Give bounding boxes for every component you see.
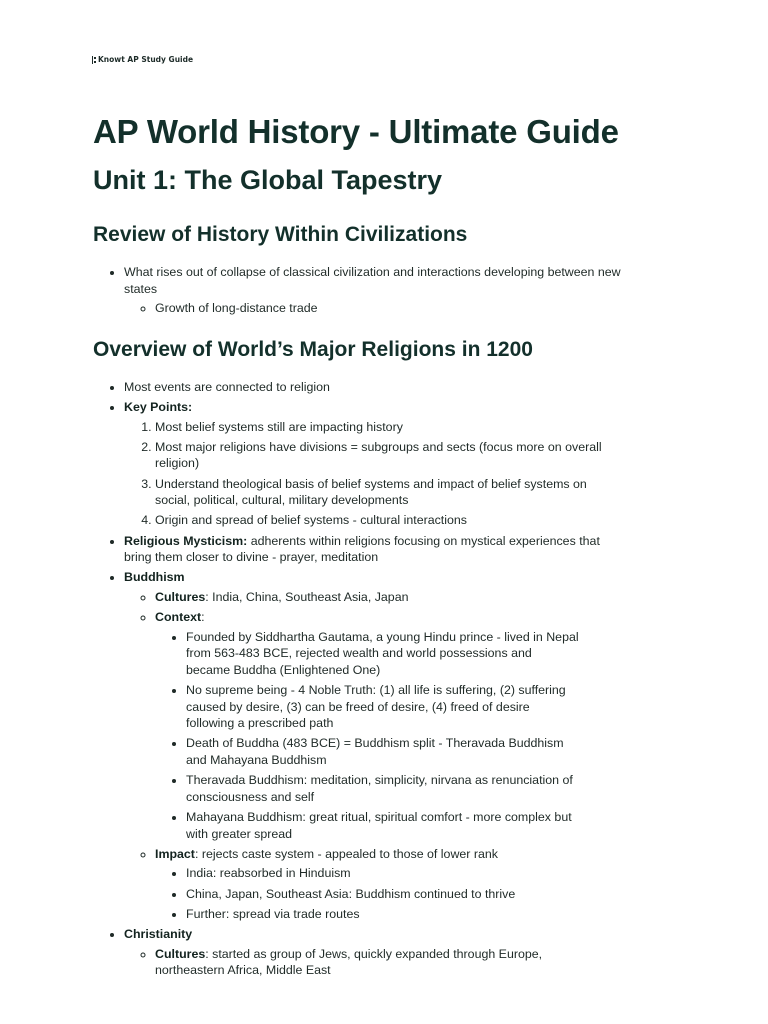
list-item xyxy=(186,735,579,768)
list-item-text: India: reabsorbed in Hinduism xyxy=(186,866,351,881)
list-item xyxy=(155,589,653,606)
impact-list xyxy=(155,865,653,922)
section-heading-review: Review of History Within Civilizations xyxy=(93,223,468,246)
brand-header xyxy=(92,55,193,64)
christianity-label: Christianity xyxy=(124,926,193,941)
impact-label: Impact xyxy=(155,846,195,861)
key-points-label: Key Points: xyxy=(124,399,193,414)
numbered-item-text: Most major religions have divisions = subgroups and sects (focus more on overall religion) xyxy=(155,439,602,471)
impact-text: : rejects caste system - appealed to those of lower rank xyxy=(194,846,498,861)
christianity-sub-list xyxy=(124,946,575,979)
list-item xyxy=(124,379,653,396)
list-item xyxy=(155,846,653,923)
numbered-item xyxy=(155,476,610,509)
list-item-text: Founded by Siddhartha Gautama, a young Hindu prince - lived in Nepal from 563-483 BCE, rejected wealth and world possessions and became Buddha (Enlightened One) xyxy=(186,629,579,677)
list-item xyxy=(186,886,653,903)
list-item-text: Death of Buddha (483 BCE) = Buddhism split - Theravada Buddhism and Mahayana Buddhism xyxy=(186,736,564,767)
cultures-label: Cultures xyxy=(155,946,206,961)
list-item xyxy=(186,629,579,679)
context-label: Context xyxy=(155,610,202,625)
list-item-text: Growth of long-distance trade xyxy=(155,301,318,316)
numbered-item-text: Understand theological basis of belief systems and impact of belief systems on social, political, cultural, military developments xyxy=(155,476,587,508)
list-item-buddhism xyxy=(124,569,653,922)
mysticism-label: Religious Mysticism: xyxy=(124,533,248,548)
numbered-item xyxy=(155,439,610,472)
list-item-text: What rises out of collapse of classical civilization and interactions developing between new states xyxy=(124,265,621,296)
document-title: AP World History - Ultimate Guide xyxy=(93,113,619,150)
list-item xyxy=(186,809,579,842)
document-body xyxy=(93,108,653,982)
list-item-key-points xyxy=(124,399,653,529)
review-list xyxy=(93,264,653,317)
list-item xyxy=(186,682,579,732)
list-item xyxy=(155,609,653,842)
religions-list xyxy=(93,379,653,979)
list-item xyxy=(124,264,653,317)
numbered-item-text: Origin and spread of belief systems - cultural interactions xyxy=(155,513,467,528)
list-item-text: No supreme being - 4 Noble Truth: (1) all life is suffering, (2) suffering caused by desire, (3) can be freed of desire, (4) freed of desire following a prescribed path xyxy=(186,683,566,731)
context-colon: : xyxy=(201,610,205,625)
key-points-list xyxy=(124,419,610,529)
cultures-text: : India, China, Southeast Asia, Japan xyxy=(205,589,409,604)
unit-title: Unit 1: The Global Tapestry xyxy=(93,165,443,195)
sub-list xyxy=(124,300,653,317)
list-item xyxy=(186,906,653,923)
buddhism-label: Buddhism xyxy=(124,570,185,585)
list-item xyxy=(155,300,653,317)
list-item-text: Further: spread via trade routes xyxy=(186,906,360,921)
context-list xyxy=(155,629,579,843)
knowt-logo-icon xyxy=(92,56,96,64)
cultures-text: : started as group of Jews, quickly expanded through Europe, northeastern Africa, Middle East xyxy=(155,946,543,978)
section-heading-religions: Overview of World’s Major Religions in 1200 xyxy=(93,337,533,361)
cultures-label: Cultures xyxy=(155,589,206,604)
list-item xyxy=(186,865,653,882)
list-item xyxy=(155,946,575,979)
numbered-item-text: Most belief systems still are impacting history xyxy=(155,419,403,434)
list-item-text: Theravada Buddhism: meditation, simplicity, nirvana as renunciation of consciousness and self xyxy=(186,773,573,804)
list-item xyxy=(186,772,579,805)
list-item-text: Mahayana Buddhism: great ritual, spiritual comfort - more complex but with greater spread xyxy=(186,809,572,841)
brand-label: Knowt AP Study Guide xyxy=(98,55,194,64)
list-item-text: China, Japan, Southeast Asia: Buddhism continued to thrive xyxy=(186,886,516,901)
list-item-christianity xyxy=(124,926,653,979)
numbered-item xyxy=(155,419,610,436)
list-item-mysticism xyxy=(124,533,614,566)
mysticism-text: adherents within religions focusing on mystical experiences that bring them closer to divine - prayer, meditation xyxy=(124,533,600,565)
numbered-item xyxy=(155,512,610,529)
list-item-text: Most events are connected to religion xyxy=(124,379,330,394)
buddhism-sub-list xyxy=(124,589,653,922)
